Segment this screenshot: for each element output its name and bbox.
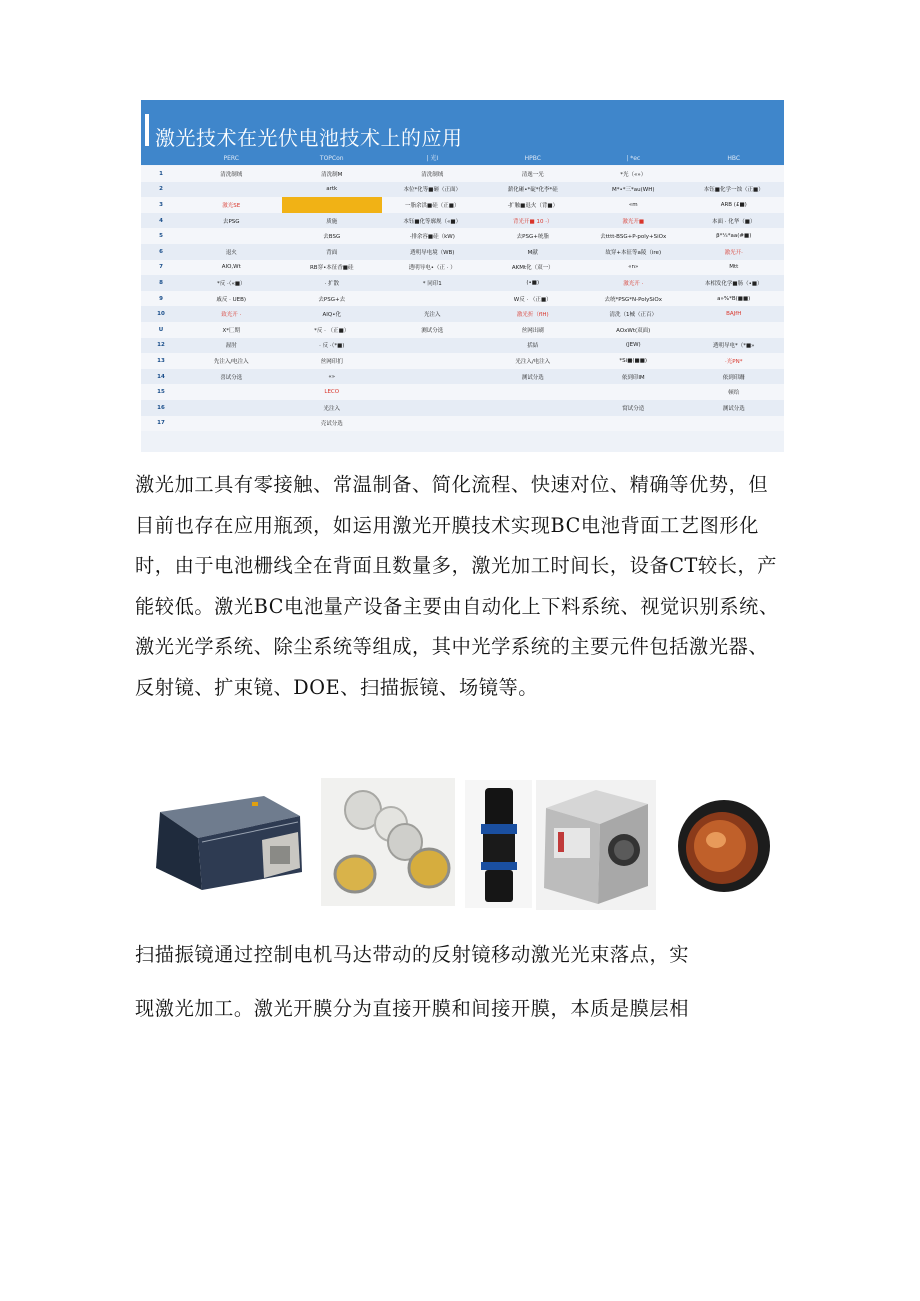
table-cell: 本位*化等■砸（正面） — [403, 187, 461, 194]
table-cell: AIO,Wt — [221, 264, 241, 271]
table-row — [141, 182, 784, 198]
table-cell: 本面 · 化华（■） — [712, 218, 756, 225]
table-cell: «n» — [628, 264, 639, 271]
table-cell: 质施 — [326, 218, 338, 225]
table-cell: AKMt化（双一） — [511, 265, 554, 272]
body-paragraph-1: 激光加工具有零接触、常温制备、简化流程、快速对位、精确等优势，但目前也存在应用瓶颈，如运用激光开膜技术实现BC电池背面工艺图形化时，由于电池栅线全在背面且数量多，激光加工时间长，设备CT较长，产能较低。激光BC电池量产设备主要由自动化上下料系统、视觉识别系统、激光光学系统、除尘系统等组成，其中光学系统的主要元件包括激光器、反射镜、扩束镜、DOE、扫描振镜、场镜等。 — [135, 473, 779, 699]
table-cell: artk — [326, 186, 338, 193]
mirrors-photo — [321, 778, 455, 906]
table-cell: 1 — [159, 170, 163, 177]
table-cell: a»%*B(■■) — [717, 295, 751, 302]
table-cell: 清洗制M — [321, 171, 343, 178]
table-cell: 戚反 · UEB) — [216, 296, 247, 303]
table-cell: 喜试分选 — [220, 374, 243, 381]
table-cell: 依到印跚 — [722, 374, 745, 381]
table-cell: «m — [628, 201, 638, 208]
table-cell: 窝试分造 — [622, 405, 645, 412]
table-cell: X*匚期 — [222, 327, 241, 334]
table-cell: M*•*三*au(WH) — [612, 187, 655, 194]
table-figure-title: 激光技术在光伏电池技术上的应用 — [155, 126, 463, 150]
beam-expander-photo — [465, 780, 532, 908]
table-cell: *光（«»） — [620, 171, 647, 178]
table-cell: 壳试分选 — [320, 421, 343, 428]
table-row — [141, 228, 784, 244]
table-cell: 激光开■ — [622, 218, 645, 225]
table-cell: 4 — [159, 217, 163, 224]
table-cell: 本钰■化学一蚀（正■） — [703, 187, 764, 194]
table-cell: β*¼*aa(#■) — [716, 233, 752, 240]
table-cell: 清洗（1械（正百） — [609, 312, 657, 319]
laser-device-photo — [142, 782, 312, 904]
table-column-header: PERC — [223, 155, 239, 162]
table-cell: (•■) — [526, 279, 540, 286]
table-column-header: HBC — [727, 155, 741, 162]
table-cell — [282, 197, 383, 213]
table-body — [141, 166, 784, 431]
table-cell: 光注入 — [323, 405, 340, 412]
table-cell: LECO — [324, 389, 340, 396]
table-cell: · 反 ·（*■) — [319, 343, 345, 350]
table-cell: * 同印1 — [422, 280, 442, 287]
table-cell: 括結 — [527, 343, 539, 350]
table-cell: 依到印IM — [621, 374, 645, 381]
table-cell: 致光开 · — [221, 312, 242, 319]
table-cell: 先注入/电注入 — [213, 358, 249, 365]
table-cell: 测试分选 — [521, 374, 544, 381]
table-cell: 去统*PSG*N-PolySiOx — [604, 296, 663, 303]
table-cell: 顿给 — [728, 390, 740, 397]
table-cell: 背面 — [326, 249, 338, 256]
table-cell: 13 — [157, 357, 165, 364]
field-lens-photo — [674, 792, 776, 900]
table-cell: 9 — [159, 295, 163, 302]
laser-application-table-figure — [141, 100, 784, 452]
table-cell: 退火 — [225, 249, 237, 256]
table-cell: 去PSG — [222, 218, 240, 225]
table-cell: 清逸一光 — [521, 171, 544, 178]
paragraph-2-line-2: 现激光加工。激光开膜分为直接开膜和间接开膜，本质是膜层相 — [135, 997, 690, 1020]
table-cell: 去BSG — [323, 234, 341, 241]
table-cell: 一脂余洪■硅（正■） — [405, 202, 460, 209]
table-cell: · 扩散 — [324, 280, 339, 287]
table-cell: 12 — [157, 342, 165, 349]
table-cell: ·光PN* — [725, 358, 743, 365]
table-cell: 14 — [157, 373, 165, 380]
table-row — [141, 244, 784, 260]
table-cell: 透明导电•（正 · ） — [408, 265, 456, 272]
table-row — [141, 213, 784, 229]
table-cell: Mtt — [729, 264, 739, 271]
table-cell: *反 ·（«■） — [216, 280, 246, 287]
table-cell: RB穿•本征香■硅 — [309, 265, 354, 272]
table-cell: 测试分选 — [722, 405, 745, 412]
table-cell: 本钰■化等廓规（«■） — [403, 218, 462, 225]
table-cell: 5 — [159, 233, 163, 240]
table-row — [141, 338, 784, 354]
table-row — [141, 291, 784, 307]
table-cell: 激光折（flH) — [516, 312, 549, 319]
table-row — [141, 197, 784, 213]
table-cell: U — [158, 326, 164, 333]
paragraph-2-line-1: 扫描振镜通过控制电机马达带动的反射镜移动激光光束落点，实 — [135, 943, 690, 966]
table-cell: AIQ•化 — [322, 312, 341, 319]
table-cell: 薪化砸•*碇*化李*硅 — [507, 187, 558, 194]
table-cell: (JEW) — [625, 342, 641, 349]
table-cell: 光注入/电注入 — [515, 358, 551, 365]
table-cell: ·扩触■退火（背■） — [507, 202, 559, 209]
table-cell: 透明导电*（*■» — [712, 343, 755, 350]
table-cell: 激光开 · — [623, 280, 644, 287]
table-cell: 丝网印扪 — [320, 358, 343, 365]
table-cell: 16 — [157, 404, 165, 411]
table-cell: *反 · （正■） — [314, 327, 350, 334]
table-cell: M献 — [527, 249, 538, 256]
table-cell: 渥肘 — [225, 343, 237, 350]
table-column-header: TOPCon — [319, 155, 344, 162]
table-cell: 本相发化学■肠（•■） — [704, 280, 763, 287]
table-cell: AOxWt(双面) — [616, 327, 651, 334]
table-cell: 6 — [159, 248, 163, 255]
table-cell: 去PSG+统脂 — [516, 234, 549, 241]
title-accent-bar — [145, 114, 149, 146]
table-row — [141, 166, 784, 182]
table-column-header — [141, 152, 181, 165]
table-row — [141, 416, 784, 432]
table-cell: 2 — [159, 186, 163, 193]
table-figure-header — [141, 100, 784, 152]
table-column-header: | 光I — [426, 155, 439, 162]
table-cell: ·排余容■硅（kW) — [409, 234, 455, 241]
table-cell: ARB (£■) — [720, 201, 747, 208]
table-row — [141, 260, 784, 276]
table-row — [141, 384, 784, 400]
table-row — [141, 275, 784, 291]
table-cell: 17 — [157, 420, 165, 427]
table-row — [141, 322, 784, 338]
table-column-header: HPBC — [524, 155, 541, 162]
table-row — [141, 306, 784, 322]
table-cell: 丝网出刷 — [521, 327, 544, 334]
table-cell: 去tttt-BSG+P-poly+SiOx — [600, 234, 667, 241]
table-cell: 故穿+本征等a陵（ire) — [605, 249, 662, 256]
table-cell: 7 — [159, 264, 163, 271]
table-cell: W反 · （正■） — [513, 296, 552, 303]
scanning-galvo-photo — [536, 780, 656, 910]
table-cell: 3 — [159, 201, 163, 208]
table-cell: 清洗制绒 — [421, 171, 444, 178]
table-column-headers — [141, 152, 784, 165]
table-cell: «» — [328, 373, 336, 380]
table-cell: 10 — [157, 311, 165, 318]
table-cell: 激光SE — [222, 202, 241, 209]
table-column-header: | *ec — [626, 155, 641, 162]
table-cell: 去PSG+去 — [318, 296, 346, 303]
table-cell: 15 — [157, 389, 165, 396]
table-cell: 清洗制绒 — [220, 171, 243, 178]
table-cell: BAJfH — [726, 311, 742, 318]
table-cell: 8 — [159, 279, 163, 286]
table-row — [141, 369, 784, 385]
body-paragraph-2 — [135, 928, 755, 1036]
table-cell: 背光开■ 10 ·） — [513, 218, 553, 225]
table-row — [141, 400, 784, 416]
table-cell: 测试分选 — [421, 327, 444, 334]
table-cell: 激光开· — [724, 249, 743, 256]
table-row — [141, 353, 784, 369]
table-cell: 透明导电境（WB) — [410, 249, 455, 256]
table-cell: *Si■(■■) — [619, 357, 648, 364]
table-cell: 光注入 — [423, 312, 441, 319]
